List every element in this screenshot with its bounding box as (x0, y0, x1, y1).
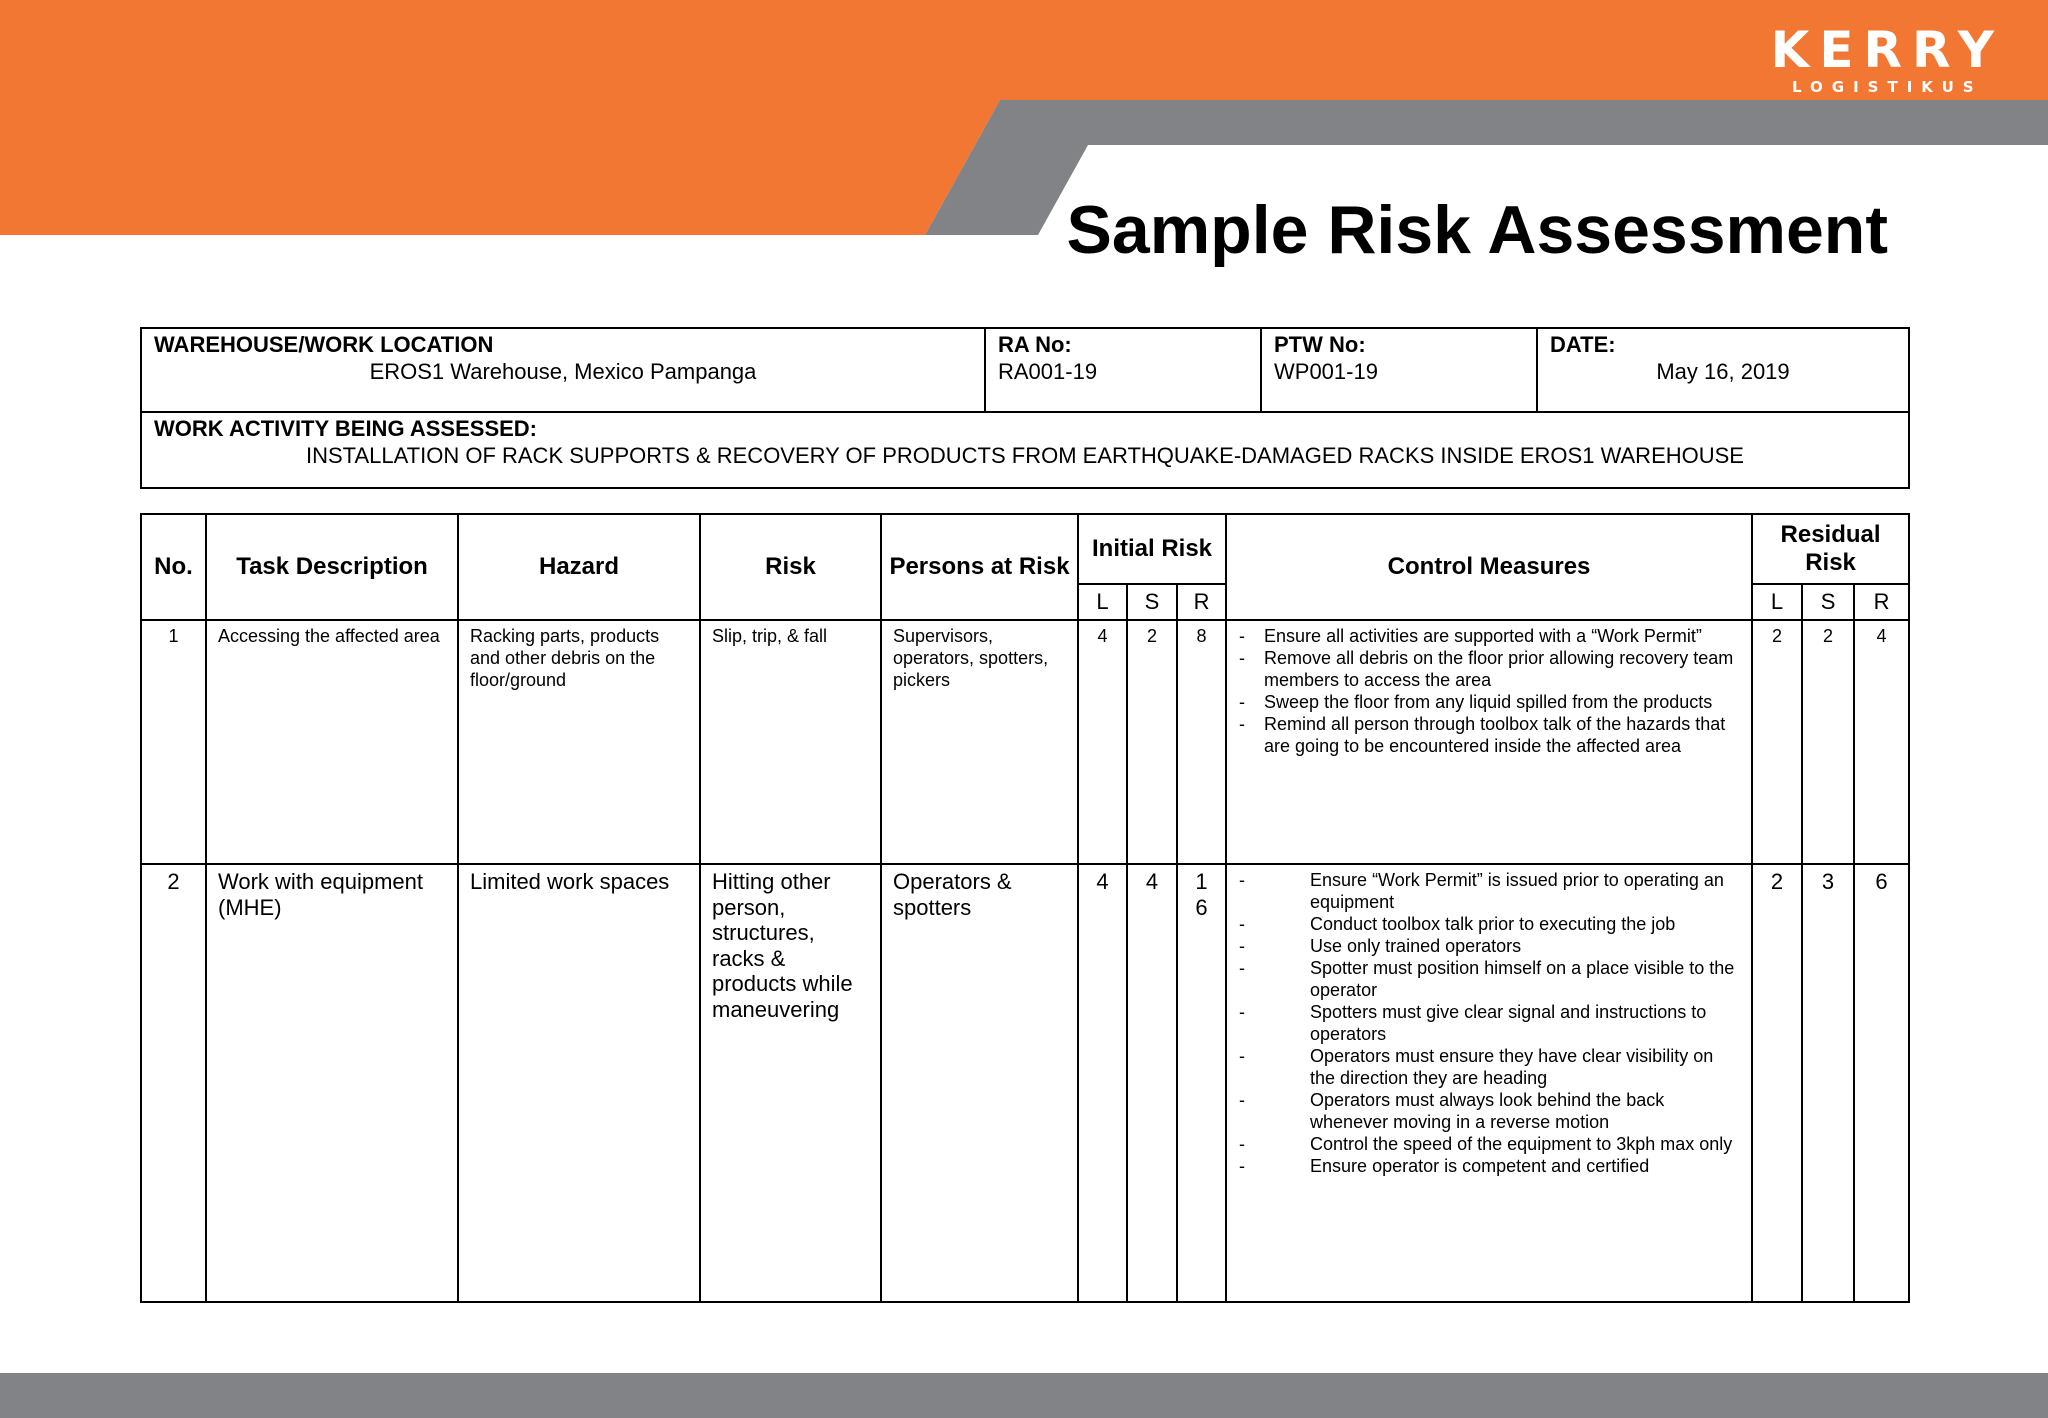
header-initial-r: R (1177, 584, 1226, 620)
control-item: - Spotter must position himself on a place visible to the operator (1239, 958, 1735, 1000)
control-item: - Ensure operator is competent and certified (1239, 1156, 1650, 1176)
ptw-cell (1261, 328, 1537, 412)
task-description: Accessing the affected area (206, 620, 458, 864)
control-text: Ensure operator is competent and certified (1310, 1156, 1650, 1176)
control-item: - Operators must always look behind the back whenever moving in a reverse motion (1239, 1090, 1665, 1132)
control-item: - Control the speed of the equipment to 3kph max only (1239, 1134, 1733, 1154)
header-risk: Risk (700, 514, 881, 620)
control-text: Use only trained operators (1310, 936, 1522, 956)
assessment-info-table (140, 327, 1910, 489)
date-label: DATE: (1550, 332, 1616, 357)
initial-likelihood: 4 (1078, 864, 1127, 1302)
control-text: Control the speed of the equipment to 3kph max only (1310, 1134, 1733, 1154)
control-text: Ensure all activities are supported with a “Work Permit” (1264, 626, 1702, 646)
control-measures (1226, 620, 1752, 864)
initial-likelihood: 4 (1078, 620, 1127, 864)
header-initial-l: L (1078, 584, 1127, 620)
residual-rating: 4 (1854, 620, 1909, 864)
control-text: Conduct toolbox talk prior to executing the job (1310, 914, 1676, 934)
control-item: - Ensure all activities are supported with a “Work Permit” (1239, 626, 1702, 646)
date-cell (1537, 328, 1909, 412)
header-residual-risk: Residual Risk (1752, 514, 1909, 584)
persons-at-risk: Operators & spotters (881, 864, 1078, 1302)
control-item: - Remind all person through toolbox talk of the hazards that are going to be encountered inside the affected area (1239, 714, 1726, 756)
header-no: No. (141, 514, 206, 620)
task-description: Work with equipment (MHE) (206, 864, 458, 1302)
page-title: Sample Risk Assessment (1066, 192, 1888, 268)
activity-cell (141, 412, 1909, 488)
residual-likelihood: 2 (1752, 620, 1802, 864)
table-row (141, 620, 1909, 864)
header-control: Control Measures (1226, 514, 1752, 620)
hazard: Limited work spaces (458, 864, 700, 1302)
logo-wordmark: KERRY (1770, 21, 2004, 79)
control-item: - Ensure “Work Permit” is issued prior to operating an equipment (1239, 870, 1724, 912)
ptw-label: PTW No: (1274, 332, 1366, 357)
header-initial-s: S (1127, 584, 1177, 620)
control-text: Ensure “Work Permit” is issued prior to operating an equipment (1310, 870, 1724, 912)
activity-label: WORK ACTIVITY BEING ASSESSED: (154, 416, 538, 441)
location-cell (141, 328, 985, 412)
header-initial-risk: Initial Risk (1078, 514, 1226, 584)
header-residual-s: S (1802, 584, 1854, 620)
initial-severity: 2 (1127, 620, 1177, 864)
kerry-logo (1771, 22, 2004, 96)
control-list (1227, 625, 1751, 757)
control-text: Remove all debris on the floor prior allowing recovery team members to access the area (1264, 648, 1734, 690)
control-measures (1226, 864, 1752, 1302)
hazard: Racking parts, products and other debris on the floor/ground (458, 620, 700, 864)
control-item: - Spotters must give clear signal and instructions to operators (1239, 1002, 1707, 1044)
initial-rating: 16 (1177, 864, 1226, 1302)
header-hazard: Hazard (458, 514, 700, 620)
header-persons: Persons at Risk (881, 514, 1078, 620)
control-text: Operators must always look behind the back whenever moving in a reverse motion (1310, 1090, 1665, 1132)
row-number: 2 (141, 864, 206, 1302)
footer-bar (0, 1373, 2048, 1418)
control-item: - Sweep the floor from any liquid spilled from the products (1239, 692, 1713, 712)
row-number: 1 (141, 620, 206, 864)
table-row (141, 864, 1909, 1302)
control-item: - Remove all debris on the floor prior allowing recovery team members to access the area (1239, 648, 1734, 690)
date-value: May 16, 2019 (1656, 359, 1790, 384)
residual-rating: 6 (1854, 864, 1909, 1302)
risk: Slip, trip, & fall (700, 620, 881, 864)
control-item: - Operators must ensure they have clear visibility on the direction they are heading (1239, 1046, 1714, 1088)
initial-severity: 4 (1127, 864, 1177, 1302)
control-list (1227, 869, 1751, 1177)
control-text: Spotter must position himself on a place visible to the operator (1310, 958, 1735, 1000)
ra-cell (985, 328, 1261, 412)
ra-label: RA No: (998, 332, 1072, 357)
location-label: WAREHOUSE/WORK LOCATION (154, 332, 494, 357)
residual-likelihood: 2 (1752, 864, 1802, 1302)
activity-value: INSTALLATION OF RACK SUPPORTS & RECOVERY OF PRODUCTS FROM EARTHQUAKE-DAMAGED RACKS INSIDE EROS1 WAREHOUSE (306, 443, 1744, 468)
location-value: EROS1 Warehouse, Mexico Pampanga (369, 359, 757, 384)
ra-value: RA001-19 (998, 359, 1098, 384)
control-item: - Conduct toolbox talk prior to executing the job (1239, 914, 1676, 934)
control-text: Sweep the floor from any liquid spilled from the products (1264, 692, 1713, 712)
persons-at-risk: Supervisors, operators, spotters, pickers (881, 620, 1078, 864)
control-text: Operators must ensure they have clear visibility on the direction they are heading (1310, 1046, 1714, 1088)
control-text: Spotters must give clear signal and instructions to operators (1310, 1002, 1707, 1044)
header-task: Task Description (206, 514, 458, 620)
control-text: Remind all person through toolbox talk of the hazards that are going to be encountered inside the affected area (1264, 714, 1726, 756)
header-residual-l: L (1752, 584, 1802, 620)
control-item: - Use only trained operators (1239, 936, 1522, 956)
ptw-value: WP001-19 (1274, 359, 1378, 384)
residual-severity: 3 (1802, 864, 1854, 1302)
risk: Hitting other person, structures, racks & products while maneuvering (700, 864, 881, 1302)
logo-subtitle: LOGISTIKUS (1791, 78, 1983, 96)
header-residual-r: R (1854, 584, 1909, 620)
initial-rating: 8 (1177, 620, 1226, 864)
risk-table (140, 513, 1910, 1303)
residual-severity: 2 (1802, 620, 1854, 864)
